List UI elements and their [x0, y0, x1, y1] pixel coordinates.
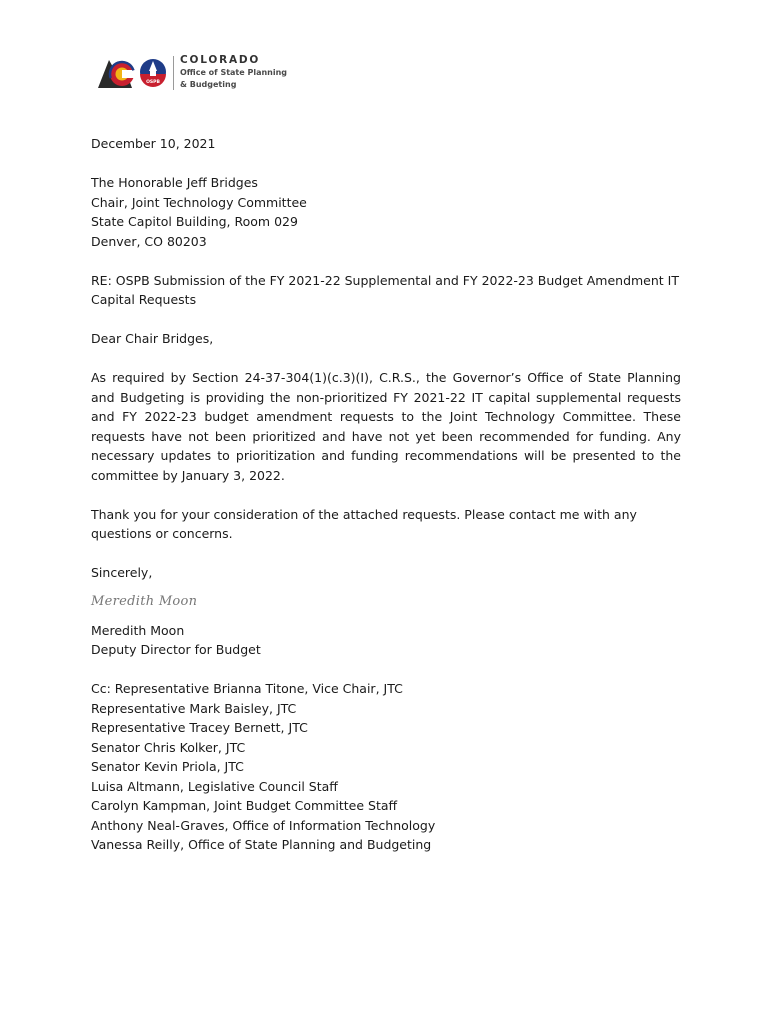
cc-line: Luisa Altmann, Legislative Council Staff — [91, 778, 338, 794]
closing: Sincerely, — [91, 565, 153, 580]
seal-label: OSPB — [146, 80, 160, 85]
cc-line: Senator Chris Kolker, JTC — [91, 739, 246, 755]
logo-office-line-1: Office of State Planning — [180, 68, 288, 77]
colorado-logo-icon — [98, 52, 172, 94]
salutation: Dear Chair Bridges, — [91, 331, 214, 346]
letter-date: December 10, 2021 — [91, 136, 216, 151]
recipient-line: Chair, Joint Technology Committee — [91, 194, 307, 210]
handwritten-signature: Meredith Moon — [91, 593, 198, 609]
letter-body — [91, 134, 681, 855]
cc-line: Representative Tracey Bernett, JTC — [91, 720, 308, 735]
cc-line: Cc: Representative Brianna Titone, Vice Chair, JTC — [91, 681, 403, 696]
recipient-address — [91, 173, 681, 251]
ospb-logo — [98, 52, 298, 94]
body-paragraph: As required by Section 24-37-304(1)(c.3)(I), C.R.S., the Governor’s Office of State Planning and Budgeting is providing the non-prioritized FY 2021-22 IT capital supplemental requests and FY 2022-23 budget amendment requests to the Joint Technology Committee. These requests have not been prioritized and have not yet been recommended for funding. Any necessary updates to prioritization and funding recommendations will be presented to the committee by January 3, 2022. — [91, 370, 681, 483]
cc-line: Carolyn Kampman, Joint Budget Committee Staff — [91, 798, 398, 813]
signer-name: Meredith Moon — [91, 622, 185, 638]
subject-line-continued: Capital Requests — [91, 292, 197, 307]
body-paragraph: Thank you for your consideration of the attached requests. Please contact me with any questions or concerns. — [91, 506, 637, 541]
cc-line: Anthony Neal-Graves, Office of Information Technology — [91, 817, 436, 833]
cc-line: Vanessa Reilly, Office of State Planning and Budgeting — [91, 837, 432, 852]
cc-list — [91, 679, 681, 855]
cc-line: Senator Kevin Priola, JTC — [91, 759, 244, 774]
recipient-line: The Honorable Jeff Bridges — [91, 175, 258, 190]
recipient-line: State Capitol Building, Room 029 — [91, 214, 298, 229]
recipient-line: Denver, CO 80203 — [91, 233, 207, 249]
logo-text — [180, 52, 287, 90]
logo-office-line-2: & Budgeting — [180, 80, 237, 89]
subject-line: RE: OSPB Submission of the FY 2021-22 Supplemental and FY 2022-23 Budget Amendment IT — [91, 272, 679, 288]
logo-state: COLORADO — [180, 54, 261, 66]
signer-title: Deputy Director for Budget — [91, 642, 261, 657]
cc-line: Representative Mark Baisley, JTC — [91, 700, 297, 716]
logo-divider — [173, 56, 174, 90]
